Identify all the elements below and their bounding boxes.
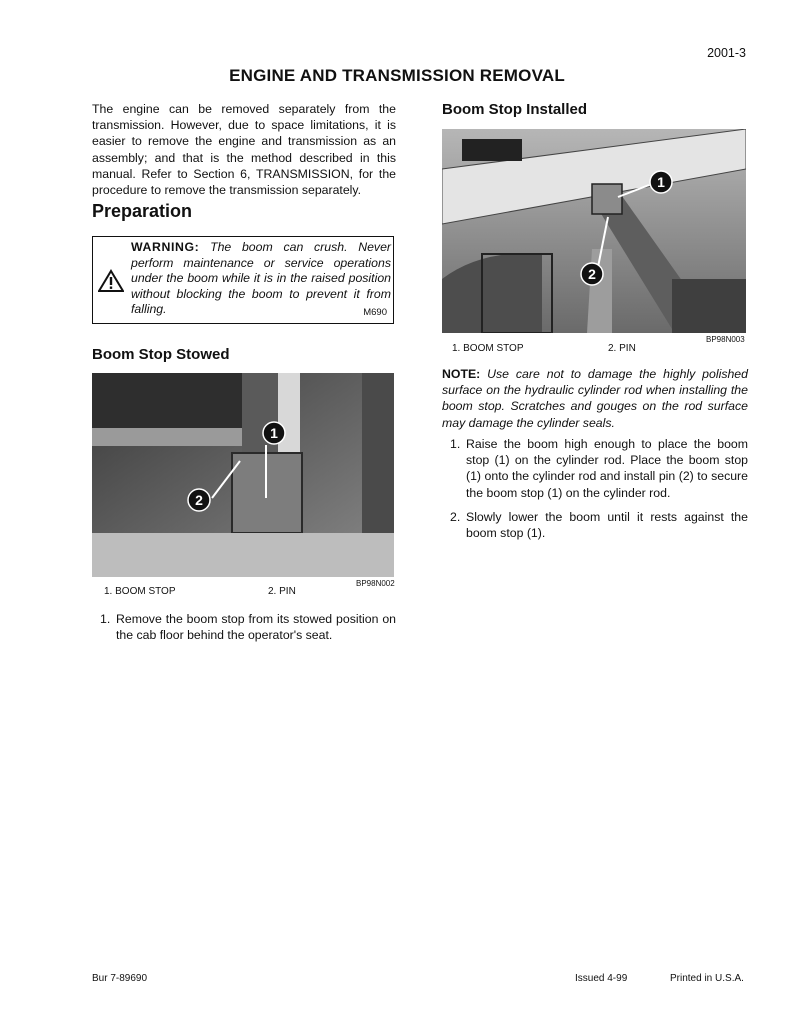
footer-doc-number: Bur 7-89690: [92, 973, 148, 984]
stowed-photo-code: BP98N002: [356, 579, 395, 588]
warning-keyword: WARNING:: [131, 240, 200, 254]
installed-heading: Boom Stop Installed: [442, 101, 588, 118]
stowed-caption-2: 2. PIN: [268, 586, 296, 597]
installed-steps: [442, 436, 748, 549]
note-paragraph: [442, 366, 748, 431]
boom-stop-stowed-photo: [92, 373, 394, 577]
installed-callout-2: 2: [588, 266, 596, 282]
warning-code: M690: [363, 307, 387, 318]
installed-photo-code: BP98N003: [706, 335, 745, 344]
stowed-callout-2: 2: [195, 492, 203, 508]
stowed-caption-1: 1. BOOM STOP: [104, 586, 176, 597]
boom-stop-installed-photo: [442, 129, 746, 333]
intro-paragraph: The engine can be removed separately from the transmission. However, due to space limitations, it is easier to remove the engine and transmission as an assembly; and that is the method described in this manual. Refer to Section 6, TRANSMISSION, for the procedure to remove the transmission separately.: [92, 102, 396, 198]
installed-step: 1. Raise the boom high enough to place the boom stop (1) on the cylinder rod. Place the boom stop (1) onto the cylinder rod and install pin (2) to secure the boom stop (1) on the cylinder rod.: [450, 437, 748, 500]
installed-caption-1: 1. BOOM STOP: [452, 343, 524, 354]
note-lead: NOTE:: [442, 367, 481, 381]
stowed-steps: [92, 611, 396, 651]
page-number: 2001-3: [707, 46, 746, 60]
footer-issued: Issued 4-99: [575, 973, 628, 984]
warning-box: [92, 236, 394, 324]
warning-triangle-icon: [98, 269, 124, 293]
footer-printed: Printed in U.S.A.: [670, 973, 744, 984]
stowed-heading: Boom Stop Stowed: [92, 346, 230, 363]
installed-step: 2. Slowly lower the boom until it rests against the boom stop (1).: [450, 509, 748, 541]
page-title: ENGINE AND TRANSMISSION REMOVAL: [229, 66, 565, 85]
stowed-step: 1. Remove the boom stop from its stowed position on the cab floor behind the operator's seat.: [100, 612, 396, 643]
stowed-callout-1: 1: [270, 425, 278, 441]
warning-body: The boom can crush. Never perform maintenance or service operations under the boom while it is in the raised position without blocking the boom to prevent it from falling.: [131, 240, 392, 317]
installed-caption-2: 2. PIN: [608, 343, 636, 354]
installed-callout-1: 1: [657, 174, 665, 190]
note-body: Use care not to damage the highly polished surface on the hydraulic cylinder rod when installing the boom stop. Scratches and gouges on the rod surface may damage the cylinder seals.: [442, 367, 748, 430]
preparation-heading: Preparation: [92, 201, 193, 221]
warning-text: [131, 240, 391, 318]
